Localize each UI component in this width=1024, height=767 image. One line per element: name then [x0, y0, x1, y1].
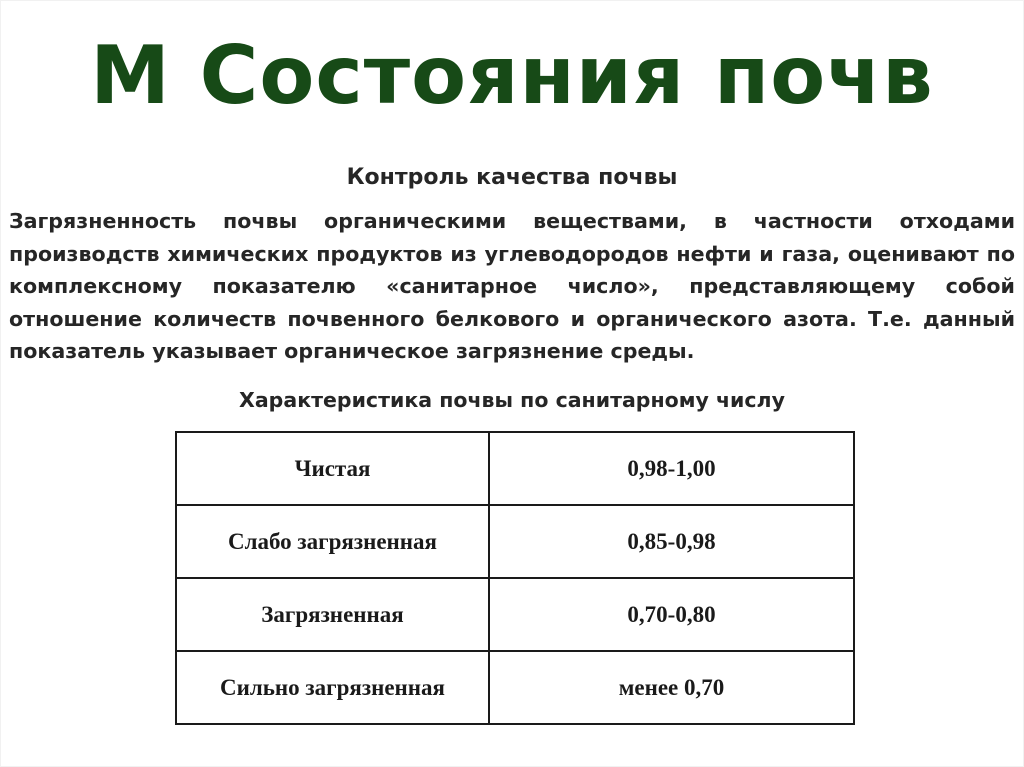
sanitary-number-cell: менее 0,70 — [489, 651, 854, 724]
soil-condition-cell: Слабо загрязненная — [176, 505, 489, 578]
table-row — [176, 505, 854, 578]
body-paragraph: Загрязненность почвы органическими веществами, в частности отходами производств химических продуктов из углеводородов нефти и газа, оценивают по комплексному показателю «санитарное число», представляющему собой отношение количеств почвенного белкового и органического азота. Т.е. данный показатель указывает органическое загрязнение среды. — [9, 209, 1015, 364]
section-heading: Контроль качества почвы — [346, 165, 678, 190]
soil-condition-cell: Чистая — [176, 432, 489, 505]
soil-condition-cell: Сильно загрязненная — [176, 651, 489, 724]
soil-condition-cell: Загрязненная — [176, 578, 489, 651]
sanitary-number-cell: 0,70-0,80 — [489, 578, 854, 651]
sanitary-number-table — [175, 431, 855, 725]
slide-title: М Состояния почв — [90, 29, 934, 122]
sanitary-number-cell: 0,98-1,00 — [489, 432, 854, 505]
sanitary-number-cell: 0,85-0,98 — [489, 505, 854, 578]
table-row — [176, 432, 854, 505]
table-row — [176, 578, 854, 651]
table-row — [176, 651, 854, 724]
table-caption: Характеристика почвы по санитарному числу — [239, 388, 785, 412]
